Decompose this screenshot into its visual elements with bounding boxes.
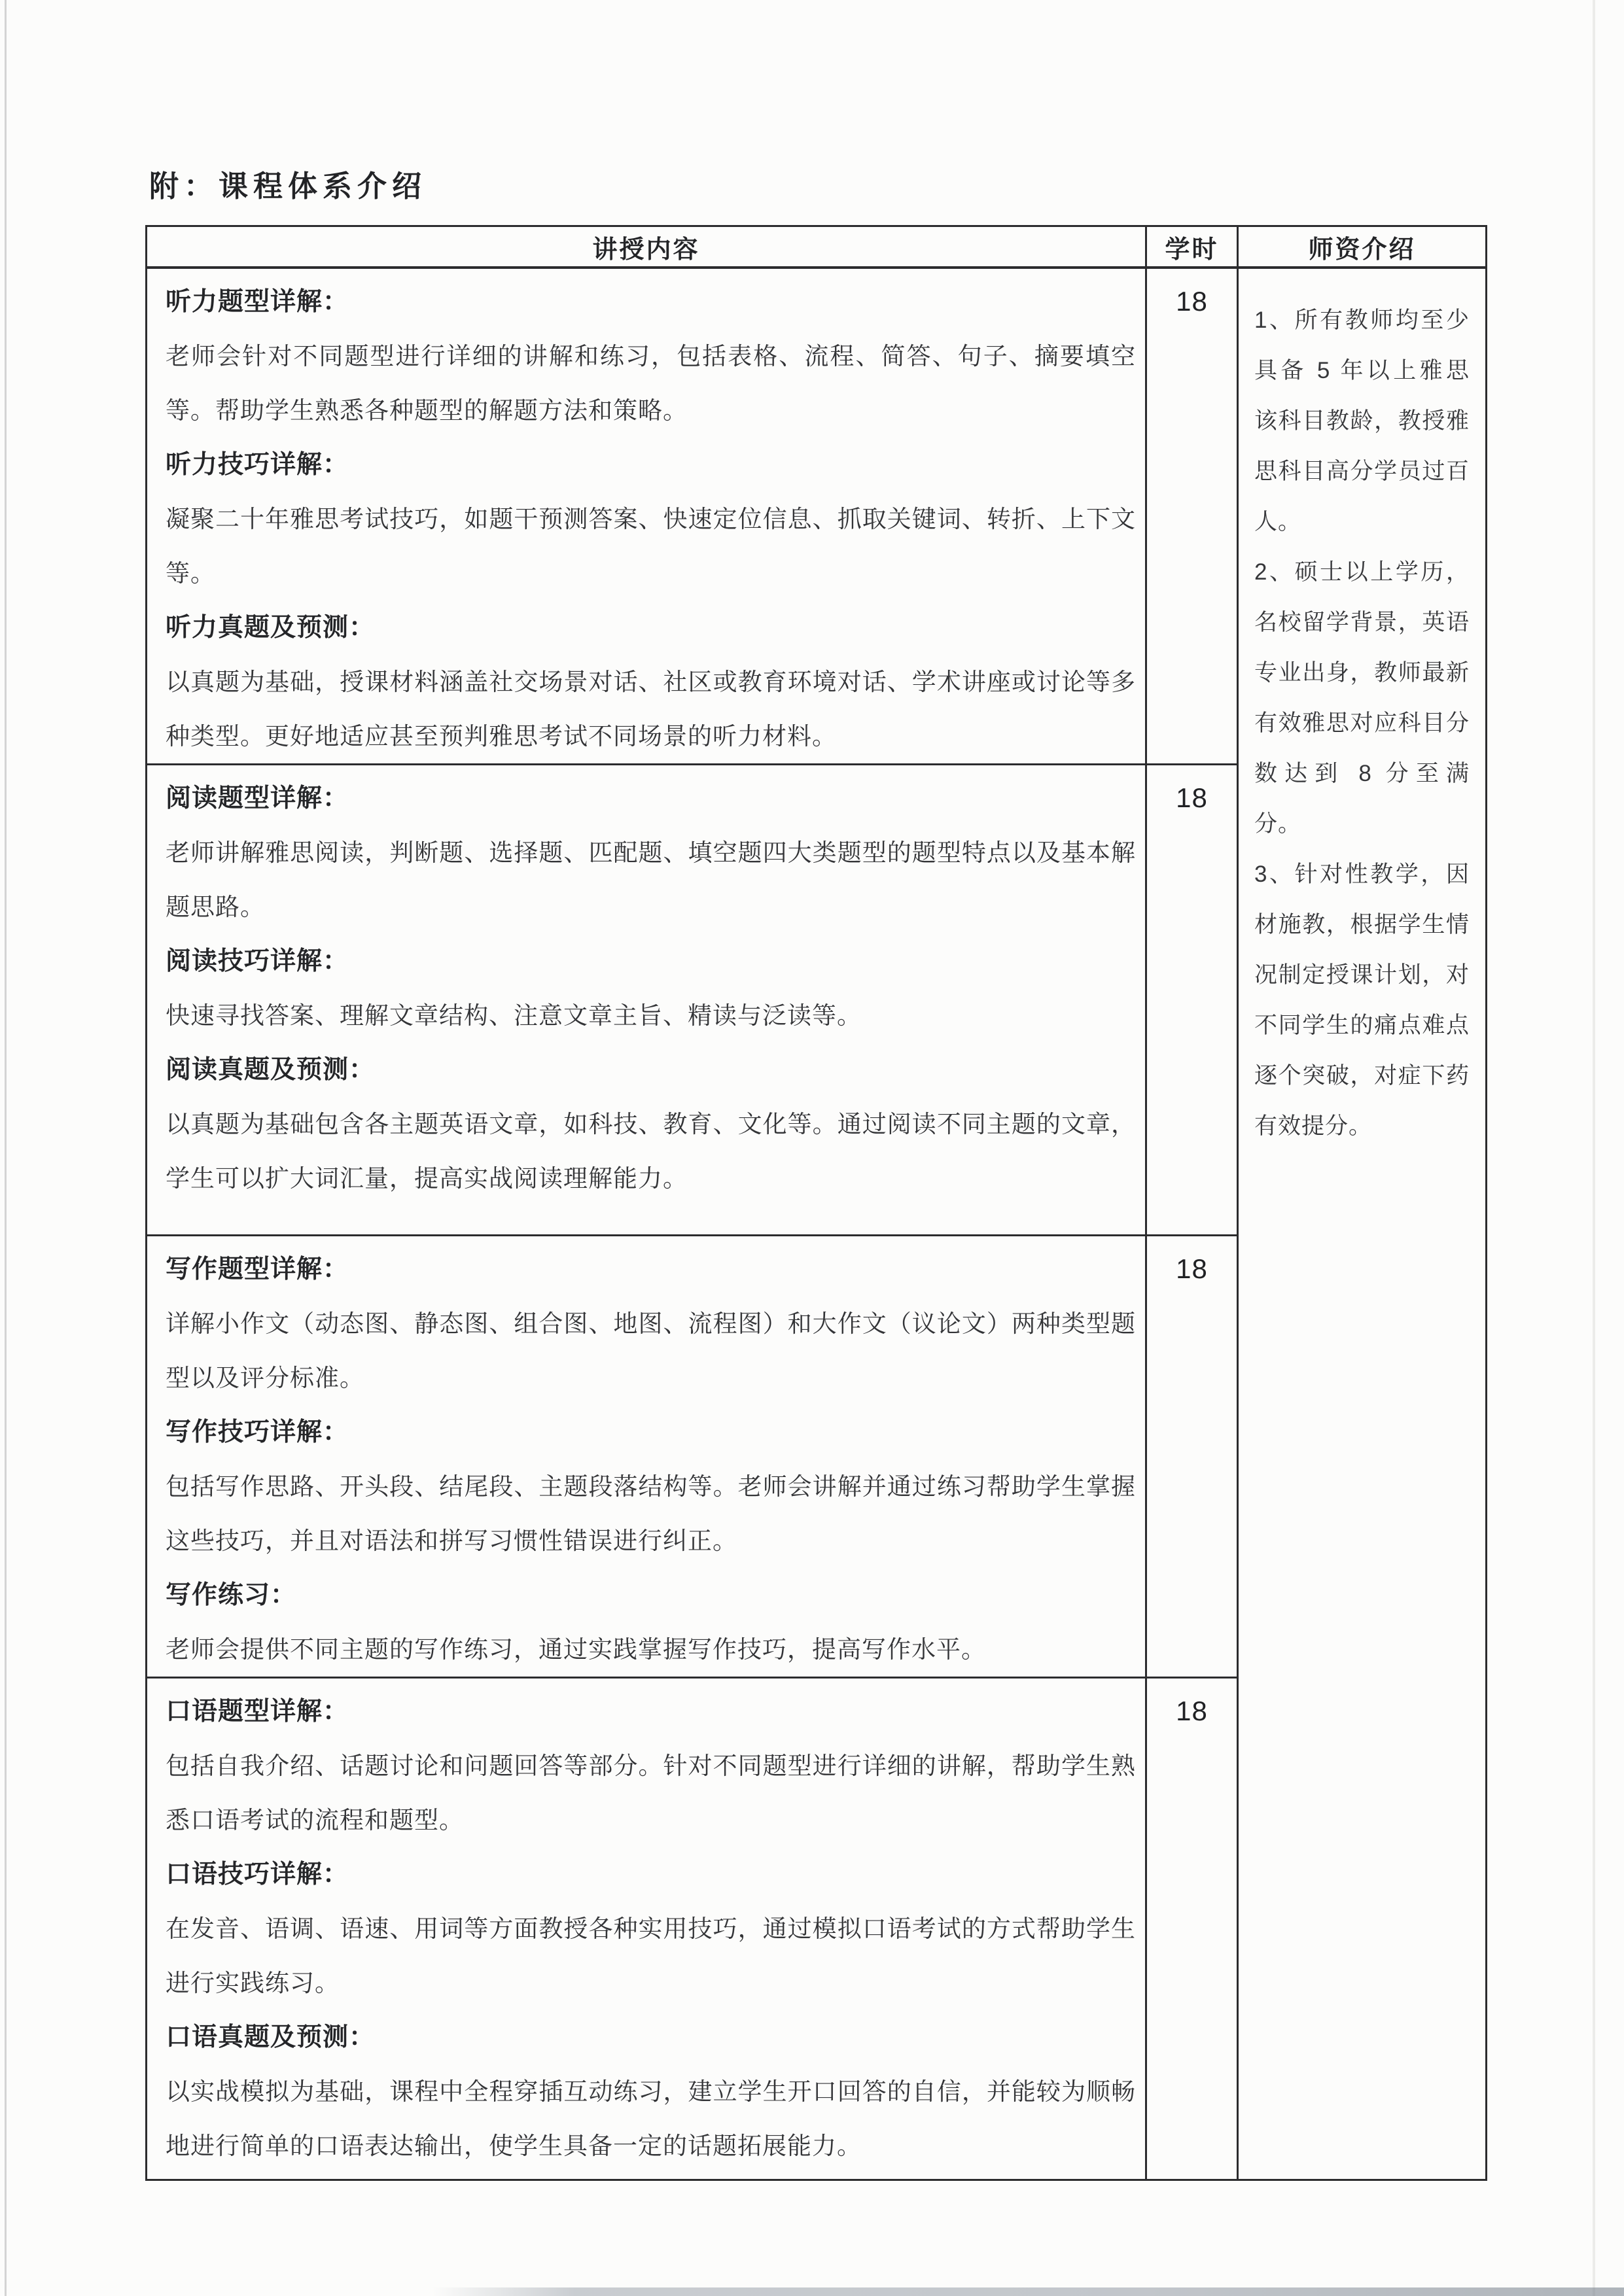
listening-content-cell bbox=[147, 268, 1146, 765]
teacher-intro-paragraph: 3、针对性教学，因材施教，根据学生情况制定授课计划，对不同学生的痛点难点逐个突破，对症下药有效提分。 bbox=[1254, 861, 1470, 1139]
section-heading: 听力真题及预测： bbox=[166, 614, 376, 642]
section-paragraph: 老师会针对不同题型进行详细的讲解和练习，包括表格、流程、简答、句子、摘要填空等。帮助学生熟悉各种题型的解题方法和策略。 bbox=[166, 343, 1136, 424]
course-table bbox=[145, 225, 1487, 2181]
section-heading: 写作练习： bbox=[166, 1581, 297, 1609]
section-paragraph: 以真题为基础包含各主题英语文章，如科技、教育、文化等。通过阅读不同主题的文章，学生可以扩大词汇量，提高实战阅读理解能力。 bbox=[166, 1111, 1136, 1192]
scan-bottom-band bbox=[432, 2287, 1624, 2296]
hours-value: 18 bbox=[1146, 1678, 1238, 2180]
section-paragraph: 详解小作文（动态图、静态图、组合图、地图、流程图）和大作文（议论文）两种类型题型以及评分标准。 bbox=[166, 1310, 1136, 1391]
column-header-content: 讲授内容 bbox=[147, 226, 1146, 268]
course-row-listening bbox=[147, 268, 1487, 765]
section-paragraph: 包括自我介绍、话题讨论和问题回答等部分。针对不同题型进行详细的讲解，帮助学生熟悉口语考试的流程和题型。 bbox=[166, 1752, 1136, 1834]
scan-edge-line bbox=[5, 0, 7, 2296]
scan-edge-shade bbox=[1593, 0, 1595, 2296]
section-heading: 口语题型详解： bbox=[166, 1697, 349, 1726]
section-paragraph: 包括写作思路、开头段、结尾段、主题段落结构等。老师会讲解并通过练习帮助学生掌握这些技巧，并且对语法和拼写习惯性错误进行纠正。 bbox=[166, 1473, 1136, 1554]
teacher-intro-cell bbox=[1238, 268, 1487, 2180]
section-paragraph: 老师会提供不同主题的写作练习，通过实践掌握写作技巧，提高写作水平。 bbox=[166, 1636, 986, 1663]
speaking-content-cell bbox=[147, 1678, 1146, 2180]
section-heading: 口语技巧详解： bbox=[166, 1860, 349, 1888]
writing-content-cell bbox=[147, 1236, 1146, 1678]
column-header-hours: 学时 bbox=[1146, 226, 1238, 268]
section-paragraph: 老师讲解雅思阅读，判断题、选择题、匹配题、填空题四大类题型的题型特点以及基本解题思路。 bbox=[166, 839, 1136, 920]
hours-value: 18 bbox=[1146, 1236, 1238, 1678]
page-title: 附：课程体系介绍 bbox=[149, 169, 427, 203]
reading-content-cell bbox=[147, 765, 1146, 1236]
section-heading: 听力题型详解： bbox=[166, 288, 349, 316]
section-heading: 听力技巧详解： bbox=[166, 451, 349, 479]
section-heading: 阅读题型详解： bbox=[166, 784, 349, 812]
section-paragraph: 快速寻找答案、理解文章结构、注意文章主旨、精读与泛读等。 bbox=[166, 1002, 862, 1029]
table-header-row bbox=[147, 226, 1487, 268]
teacher-intro-paragraph: 1、所有教师均至少具备 5 年以上雅思该科目教龄，教授雅思科目高分学员过百人。 bbox=[1254, 307, 1470, 534]
teacher-intro-paragraph: 2、硕士以上学历，名校留学背景，英语专业出身，教师最新有效雅思对应科目分数达到 8 分至满分。 bbox=[1254, 559, 1470, 837]
hours-value: 18 bbox=[1146, 268, 1238, 765]
section-paragraph: 以真题为基础，授课材料涵盖社交场景对话、社区或教育环境对话、学术讲座或讨论等多种类型。更好地适应甚至预判雅思考试不同场景的听力材料。 bbox=[166, 669, 1136, 750]
section-paragraph: 凝聚二十年雅思考试技巧，如题干预测答案、快速定位信息、抓取关键词、转折、上下文等。 bbox=[166, 506, 1136, 587]
section-paragraph: 以实战模拟为基础，课程中全程穿插互动练习，建立学生开口回答的自信，并能较为顺畅地进行简单的口语表达输出，使学生具备一定的话题拓展能力。 bbox=[166, 2078, 1136, 2159]
hours-value: 18 bbox=[1146, 765, 1238, 1236]
section-heading: 口语真题及预测： bbox=[166, 2023, 376, 2051]
column-header-teachers: 师资介绍 bbox=[1238, 226, 1487, 268]
section-heading: 阅读技巧详解： bbox=[166, 947, 349, 975]
section-heading: 阅读真题及预测： bbox=[166, 1056, 376, 1084]
section-heading: 写作技巧详解： bbox=[166, 1418, 349, 1446]
section-heading: 写作题型详解： bbox=[166, 1255, 349, 1283]
section-paragraph: 在发音、语调、语速、用词等方面教授各种实用技巧，通过模拟口语考试的方式帮助学生进行实践练习。 bbox=[166, 1915, 1136, 1996]
